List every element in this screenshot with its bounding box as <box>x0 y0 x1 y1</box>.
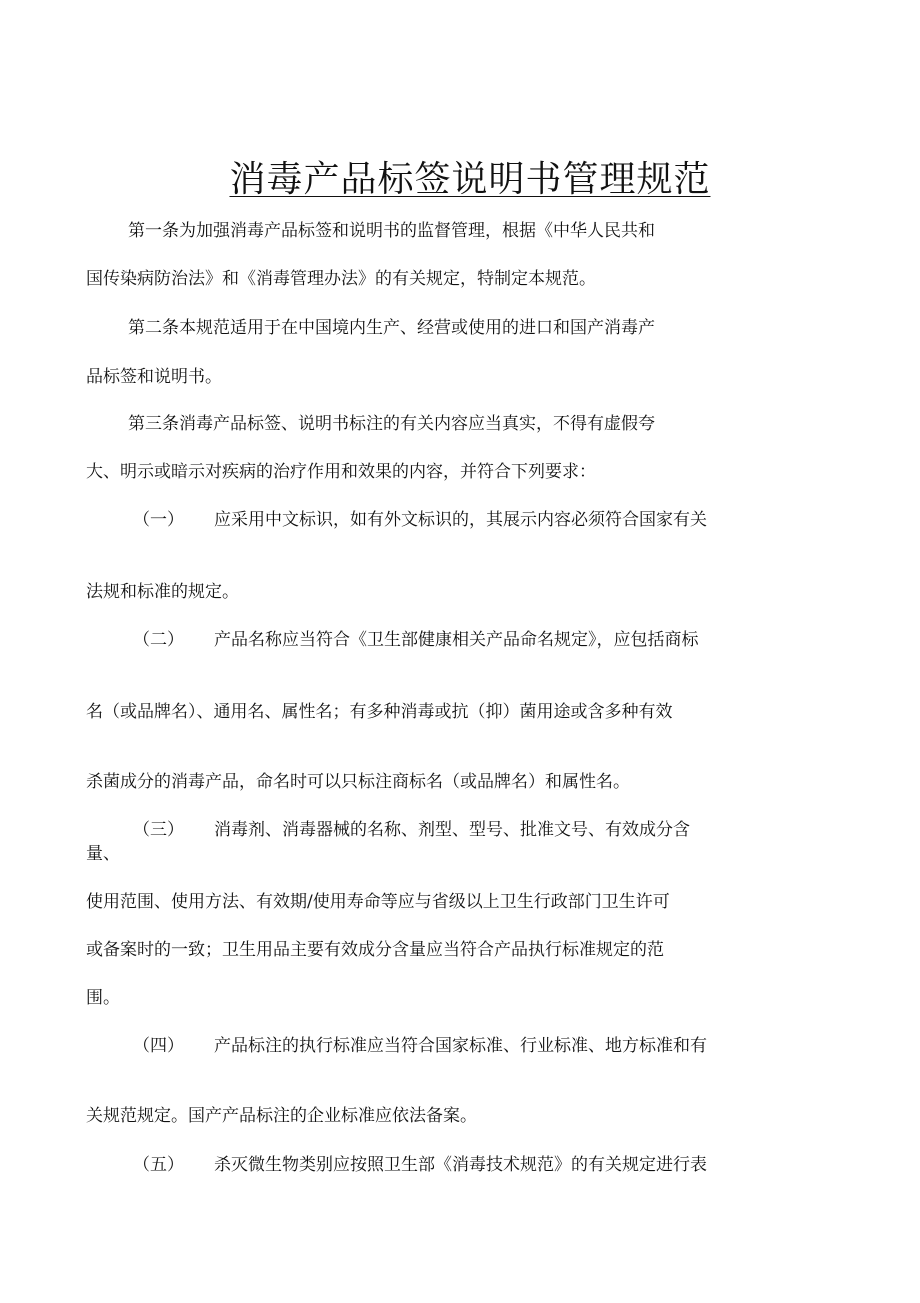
item-4 <box>86 1034 708 1058</box>
item-3 <box>86 818 708 866</box>
article-3-line-2: 大、明示或暗示对疾病的治疗作用和效果的内容，并符合下列要求： <box>86 462 596 482</box>
item-3-cont-1: 使用范围、使用方法、有效期/使用寿命等应与省级以上卫生行政部门卫生许可 <box>86 892 670 912</box>
article-1-line-1: 第一条为加强消毒产品标签和说明书的监督管理，根据《中华人民共和 <box>128 221 655 241</box>
item-5 <box>86 1153 708 1177</box>
item-number: （四） <box>133 1036 184 1056</box>
item-1 <box>86 508 708 532</box>
item-2 <box>86 628 708 652</box>
item-text: 产品名称应当符合《卫生部健康相关产品命名规定》，应包括商标 <box>214 630 699 650</box>
article-3-line-1: 第三条消毒产品标签、说明书标注的有关内容应当真实，不得有虚假夸 <box>128 414 655 434</box>
item-text: 杀灭微生物类别应按照卫生部《消毒技术规范》的有关规定进行表 <box>214 1155 707 1175</box>
article-2-line-1: 第二条本规范适用于在中国境内生产、经营或使用的进口和国产消毒产 <box>128 318 655 338</box>
article-1-line-2: 国传染病防治法》和《消毒管理办法》的有关规定，特制定本规范。 <box>86 269 596 289</box>
item-1-cont-1: 法规和标准的规定。 <box>86 582 239 602</box>
item-number: （一） <box>133 510 184 530</box>
item-2-cont-1: 名（或品牌名）、通用名、属性名；有多种消毒或抗（抑）菌用途或含多种有效 <box>86 702 673 722</box>
item-text: 消毒剂、消毒器械的名称、剂型、型号、批准文号、有效成分含量、 <box>86 820 690 864</box>
item-4-cont-1: 关规范规定。国产产品标注的企业标准应依法备案。 <box>86 1106 477 1126</box>
item-3-cont-2: 或备案时的一致；卫生用品主要有效成分含量应当符合产品执行标准规定的范 <box>86 940 664 960</box>
article-2-line-2: 品标签和说明书。 <box>86 367 222 387</box>
item-number: （三） <box>133 820 184 840</box>
document-title: 消毒产品标签说明书管理规范 <box>229 159 711 200</box>
item-number: （二） <box>133 630 184 650</box>
item-number: （五） <box>133 1155 184 1175</box>
item-text: 应采用中文标识，如有外文标识的，其展示内容必须符合国家有关 <box>214 510 707 530</box>
item-text: 产品标注的执行标准应当符合国家标准、行业标准、地方标准和有 <box>214 1036 707 1056</box>
item-3-cont-3: 围。 <box>86 988 120 1008</box>
item-2-cont-2: 杀菌成分的消毒产品，命名时可以只标注商标名（或品牌名）和属性名。 <box>86 772 630 792</box>
